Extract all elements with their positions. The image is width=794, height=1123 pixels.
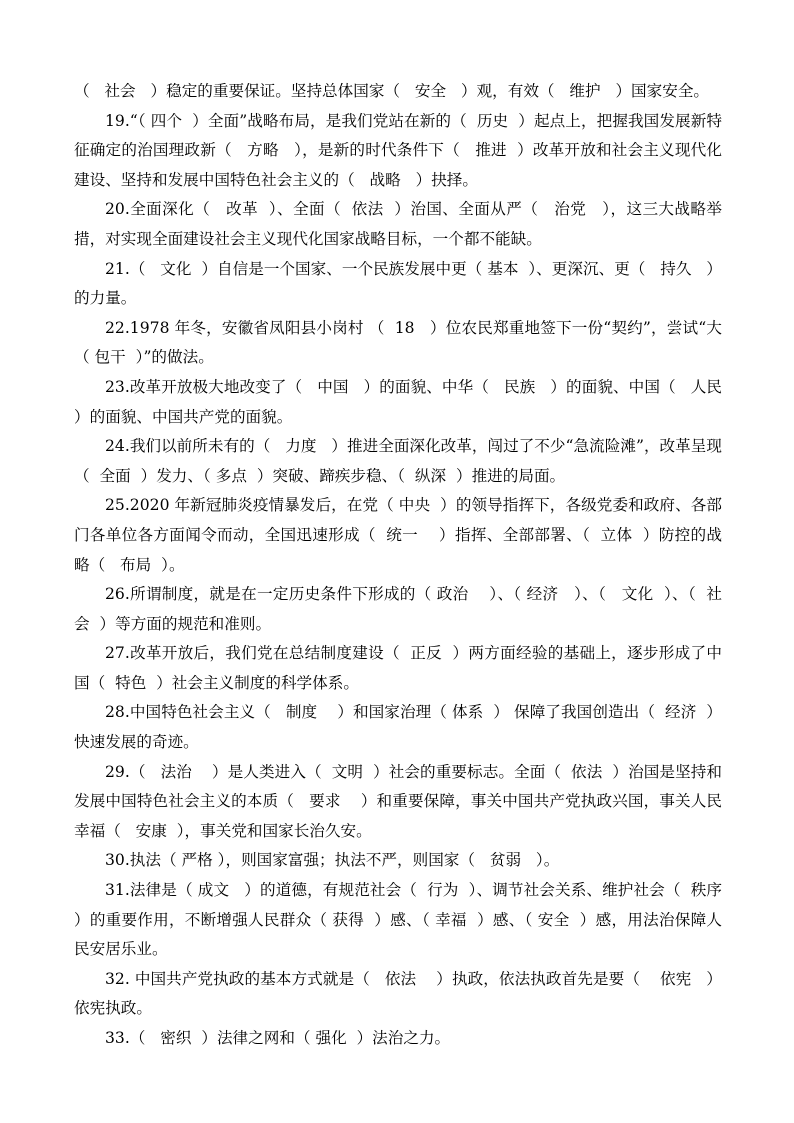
question-20: 20.全面深化（ 改革 ）、全面（ 依法 ）治国、全面从严（ 治党 ），这三大战略举措，对实现全面建设社会主义现代化国家战略目标，一个都不能缺。 [74,200,722,248]
question-29: 29.（ 法治 ）是人类进入（ 文明 ）社会的重要标志。全面（ 依法 ）治国是坚持和发展中国特色社会主义的本质（ 要求 ）和重要保障，事关中国共产党执政兴国，事关人民幸福（ 安康 ），事关党和国家长治久安。 [74,762,722,840]
question-30: 30.执法（ 严格 ），则国家富强；执法不严，则国家（ 贫弱 ）。 [105,851,560,870]
question-22: 22.1978 年冬，安徽省凤阳县小岗村 （ 18 ）位农民郑重地签下一份“契约”，尝试“大（ 包干 ）”的做法。 [74,318,722,367]
document-page [74,77,732,1054]
question-28: 28.中国特色社会主义（ 制度 ）和国家治理（ 体系 ） 保障了我国创造出（ 经济 ）快速发展的奇迹。 [74,703,722,752]
question-21: 21.（ 文化 ）自信是一个国家、一个民族发展中更（ 基本 ）、更深沉、更（ 持久 ）的力量。 [74,259,722,308]
question-32: 32. 中国共产党执政的基本方式就是（ 依法 ）执政，依法执政首先是要（ 依宪 ）依宪执政。 [74,969,722,1018]
question-19: 19.“（ 四个 ）全面”战略布局，是我们党站在新的（ 历史 ）起点上，把握我国发展新特征确定的治国理政新（ 方略 ），是新的时代条件下（ 推进 ）改革开放和社会主义现代化建设、坚持和发展中国特色社会主义的（ 战略 ）抉择。 [74,111,722,189]
question-31: 31.法律是（ 成文 ）的道德，有规范社会（ 行为 ）、调节社会关系、维护社会（ 秩序 ）的重要作用，不断增强人民群众（ 获得 ）感、（ 幸福 ）感、（ 安全 ）感，用法治保障人民安居乐业。 [74,881,732,959]
question-27: 27.改革开放后，我们党在总结制度建设（ 正反 ）两方面经验的基础上，逐步形成了中国（ 特色 ）社会主义制度的科学体系。 [74,644,722,692]
question-26: 26.所谓制度，就是在一定历史条件下形成的（ 政治 ）、（ 经济 ）、（ 文化 ）、（ 社会 ）等方面的规范和准则。 [74,585,722,633]
question-24: 24.我们以前所未有的（ 力度 ）推进全面深化改革，闯过了不少“急流险滩”，改革呈现（ 全面 ）发力、（ 多点 ）突破、蹄疾步稳、（ 纵深 ）推进的局面。 [74,437,722,485]
question-33: 33.（ 密织 ）法律之网和（ 强化 ）法治之力。 [105,1029,451,1047]
paragraph-continuation: （ 社会 ）稳定的重要保证。坚持总体国家（ 安全 ）观，有效（ 维护 ）国家安全。 [74,82,710,100]
question-23: 23.改革开放极大地改变了（ 中国 ）的面貌、中华（ 民族 ）的面貌、中国（ 人民 ）的面貌、中国共产党的面貌。 [74,377,732,426]
question-25: 25.2020 年新冠肺炎疫情暴发后，在党（ 中央 ）的领导指挥下，各级党委和政府、各部门各单位各方面闻令而动，全国迅速形成（ 统一 ）指挥、全部部署、（ 立体 ）防控的战略（ 布局 ）。 [74,496,722,574]
